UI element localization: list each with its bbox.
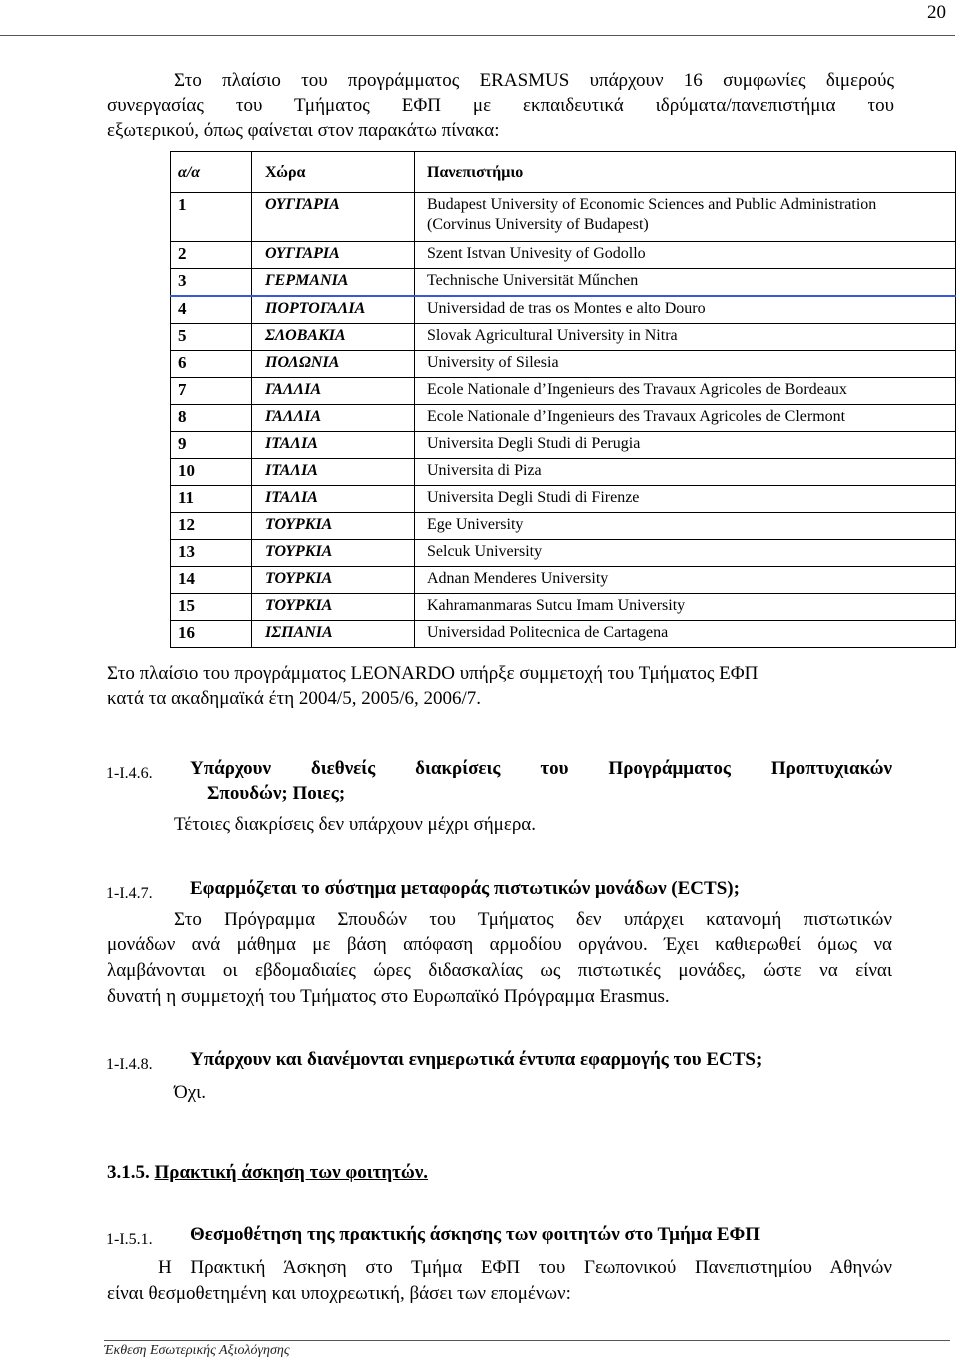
section-148-title: Υπάρχουν και διανέμονται ενημερωτικά έντυπα εφαρμογής του ECTS; bbox=[190, 1049, 763, 1070]
row-country: ΟΥΓΓΑΡΙΑ bbox=[252, 242, 415, 269]
header-aa: α/α bbox=[171, 152, 252, 193]
table-row bbox=[171, 540, 956, 567]
row-number: 14 bbox=[171, 567, 252, 594]
row-number: 15 bbox=[171, 594, 252, 621]
header-university: Πανεπιστήμιο bbox=[415, 152, 956, 193]
row-country: ΤΟΥΡΚΙΑ bbox=[252, 567, 415, 594]
section-146-title-1: Υπάρχουν διεθνείς διακρίσεις του Προγράμματος Προπτυχιακών bbox=[190, 758, 892, 779]
university-name: University of Silesia bbox=[427, 354, 559, 371]
row-university bbox=[415, 324, 956, 351]
row-country: ΤΟΥΡΚΙΑ bbox=[252, 513, 415, 540]
row-country: ΤΟΥΡΚΙΑ bbox=[252, 594, 415, 621]
row-country: ΙΤΑΛΙΑ bbox=[252, 432, 415, 459]
row-university bbox=[415, 405, 956, 432]
footer-text: Έκθεση Εσωτερικής Αξιολόγησης bbox=[104, 1343, 290, 1358]
row-country: ΙΣΠΑΝΙΑ bbox=[252, 621, 415, 648]
university-name: Adnan Menderes University bbox=[427, 570, 609, 587]
row-number: 12 bbox=[171, 513, 252, 540]
table-row bbox=[171, 296, 956, 324]
table-row bbox=[171, 621, 956, 648]
university-name: Kahramanmaras Sutcu Imam University bbox=[427, 597, 686, 614]
row-number: 10 bbox=[171, 459, 252, 486]
university-name: Ege University bbox=[427, 516, 524, 533]
university-name: Universidad Politecnica de Cartagena bbox=[427, 624, 669, 641]
section-148-number: 1-Ι.4.8. bbox=[106, 1056, 153, 1073]
table-row bbox=[171, 269, 956, 297]
row-university bbox=[415, 378, 956, 405]
header-rule bbox=[0, 35, 955, 36]
table-header-row bbox=[171, 152, 956, 193]
row-country: ΠΟΛΩΝΙΑ bbox=[252, 351, 415, 378]
university-name: Universita di Piza bbox=[427, 462, 542, 479]
leonardo-line-1: Στο πλαίσιο του προγράμματος LEONARDO υπήρξε συμμετοχή του Τμήματος ΕΦΠ bbox=[107, 663, 759, 684]
section-315-heading bbox=[107, 1160, 428, 1185]
intro-line-3: εξωτερικού, όπως φαίνεται στον παρακάτω πίνακα: bbox=[107, 120, 500, 141]
erasmus-agreements-table bbox=[170, 151, 956, 648]
row-country: ΓΑΛΛΙΑ bbox=[252, 378, 415, 405]
row-university bbox=[415, 594, 956, 621]
row-number: 13 bbox=[171, 540, 252, 567]
row-number: 7 bbox=[171, 378, 252, 405]
row-number: 8 bbox=[171, 405, 252, 432]
section-146-title-2: Σπουδών; Ποιες; bbox=[207, 783, 346, 804]
row-country: ΙΤΑΛΙΑ bbox=[252, 459, 415, 486]
row-university bbox=[415, 432, 956, 459]
row-country: ΠΟΡΤΟΓΑΛΙΑ bbox=[252, 296, 415, 324]
university-name: Ecole Nationale d’Ingenieurs des Travaux Agricoles de Bordeaux bbox=[427, 381, 847, 398]
row-country: ΓΑΛΛΙΑ bbox=[252, 405, 415, 432]
table-row bbox=[171, 405, 956, 432]
row-country: ΣΛΟΒΑΚΙΑ bbox=[252, 324, 415, 351]
row-university bbox=[415, 242, 956, 269]
university-name: Technische Universität Műnchen bbox=[427, 272, 639, 289]
section-151-number: 1-Ι.5.1. bbox=[106, 1231, 153, 1248]
row-country: ΤΟΥΡΚΙΑ bbox=[252, 540, 415, 567]
university-name-line-2: (Corvinus University of Budapest) bbox=[427, 216, 649, 233]
section-147-line-2: μονάδων ανά μάθημα με βάση απόφαση αρμοδίου οργάνου. Έχει καθιερωθεί όμως να bbox=[107, 934, 892, 955]
row-number: 4 bbox=[171, 296, 252, 324]
table-row bbox=[171, 459, 956, 486]
section-147-line-3: λαμβάνονται οι εβδομαδιαίες ώρες διδασκαλίας ως πιστωτικές μονάδες, ώστε να είναι bbox=[107, 960, 892, 981]
row-university bbox=[415, 567, 956, 594]
university-name: Szent Istvan Univesity of Godollo bbox=[427, 245, 646, 262]
row-country: ΟΥΓΓΑΡΙΑ bbox=[252, 193, 415, 242]
university-name: Selcuk University bbox=[427, 543, 543, 560]
section-147-title: Εφαρμόζεται το σύστημα μεταφοράς πιστωτικών μονάδων (ECTS); bbox=[190, 878, 740, 899]
row-university bbox=[415, 269, 956, 297]
row-university bbox=[415, 351, 956, 378]
row-number: 16 bbox=[171, 621, 252, 648]
row-number: 3 bbox=[171, 269, 252, 297]
table-row bbox=[171, 432, 956, 459]
section-146-answer: Τέτοιες διακρίσεις δεν υπάρχουν μέχρι σήμερα. bbox=[174, 814, 537, 835]
section-147-line-4: δυνατή η συμμετοχή του Τμήματος στο Ευρωπαϊκό Πρόγραμμα Erasmus. bbox=[107, 986, 670, 1007]
table-row bbox=[171, 486, 956, 513]
intro-line-2: συνεργασίας του Τμήματος ΕΦΠ με εκπαιδευτικά ιδρύματα/πανεπιστήμια του bbox=[107, 95, 894, 116]
table-row bbox=[171, 594, 956, 621]
university-name: Universita Degli Studi di Firenze bbox=[427, 489, 640, 506]
table-row bbox=[171, 513, 956, 540]
university-name: Universita Degli Studi di Perugia bbox=[427, 435, 641, 452]
leonardo-line-2: κατά τα ακαδημαϊκά έτη 2004/5, 2005/6, 2006/7. bbox=[107, 688, 481, 709]
table-row bbox=[171, 324, 956, 351]
row-number: 9 bbox=[171, 432, 252, 459]
section-315-number: 3.1.5. bbox=[107, 1162, 150, 1183]
university-name: Ecole Nationale d’Ingenieurs des Travaux Agricoles de Clermont bbox=[427, 408, 846, 425]
university-name: Universidad de tras os Montes e alto Douro bbox=[427, 300, 706, 317]
row-university bbox=[415, 296, 956, 324]
row-country: ΓΕΡΜΑΝΙΑ bbox=[252, 269, 415, 297]
row-number: 1 bbox=[171, 193, 252, 242]
table-row bbox=[171, 193, 956, 242]
row-university bbox=[415, 621, 956, 648]
page-number: 20 bbox=[927, 2, 946, 23]
table-row bbox=[171, 567, 956, 594]
table-row bbox=[171, 378, 956, 405]
section-147-line-1: Στο Πρόγραμμα Σπουδών του Τμήματος δεν υπάρχει κατανομή πιστωτικών bbox=[174, 909, 892, 930]
section-147-number: 1-Ι.4.7. bbox=[106, 885, 153, 902]
section-315-title: Πρακτική άσκηση των φοιτητών. bbox=[154, 1162, 429, 1183]
header-country: Χώρα bbox=[252, 152, 415, 193]
section-151-title: Θεσμοθέτηση της πρακτικής άσκησης των φοιτητών στο Τμήμα ΕΦΠ bbox=[190, 1224, 761, 1245]
row-university bbox=[415, 540, 956, 567]
university-name: Budapest University of Economic Sciences and Public Administration bbox=[427, 196, 877, 213]
table-row bbox=[171, 351, 956, 378]
row-university bbox=[415, 486, 956, 513]
university-name: Slovak Agricultural University in Nitra bbox=[427, 327, 678, 344]
section-146-number: 1-Ι.4.6. bbox=[106, 765, 153, 782]
section-151-line-2: είναι θεσμοθετημένη και υποχρεωτική, βάσει των επομένων: bbox=[107, 1283, 571, 1304]
section-148-answer: Όχι. bbox=[174, 1082, 207, 1103]
intro-line-1: Στο πλαίσιο του προγράμματος ERASMUS υπάρχουν 16 συμφωνίες διμερούς bbox=[174, 70, 894, 91]
row-university bbox=[415, 459, 956, 486]
table-row bbox=[171, 242, 956, 269]
footer-rule bbox=[104, 1340, 950, 1341]
row-university bbox=[415, 193, 956, 242]
row-country: ΙΤΑΛΙΑ bbox=[252, 486, 415, 513]
row-number: 5 bbox=[171, 324, 252, 351]
row-number: 6 bbox=[171, 351, 252, 378]
section-151-line-1: Η Πρακτική Άσκηση στο Τμήμα ΕΦΠ του Γεωπονικού Πανεπιστημίου Αθηνών bbox=[158, 1257, 892, 1278]
row-university bbox=[415, 513, 956, 540]
row-number: 2 bbox=[171, 242, 252, 269]
row-number: 11 bbox=[171, 486, 252, 513]
